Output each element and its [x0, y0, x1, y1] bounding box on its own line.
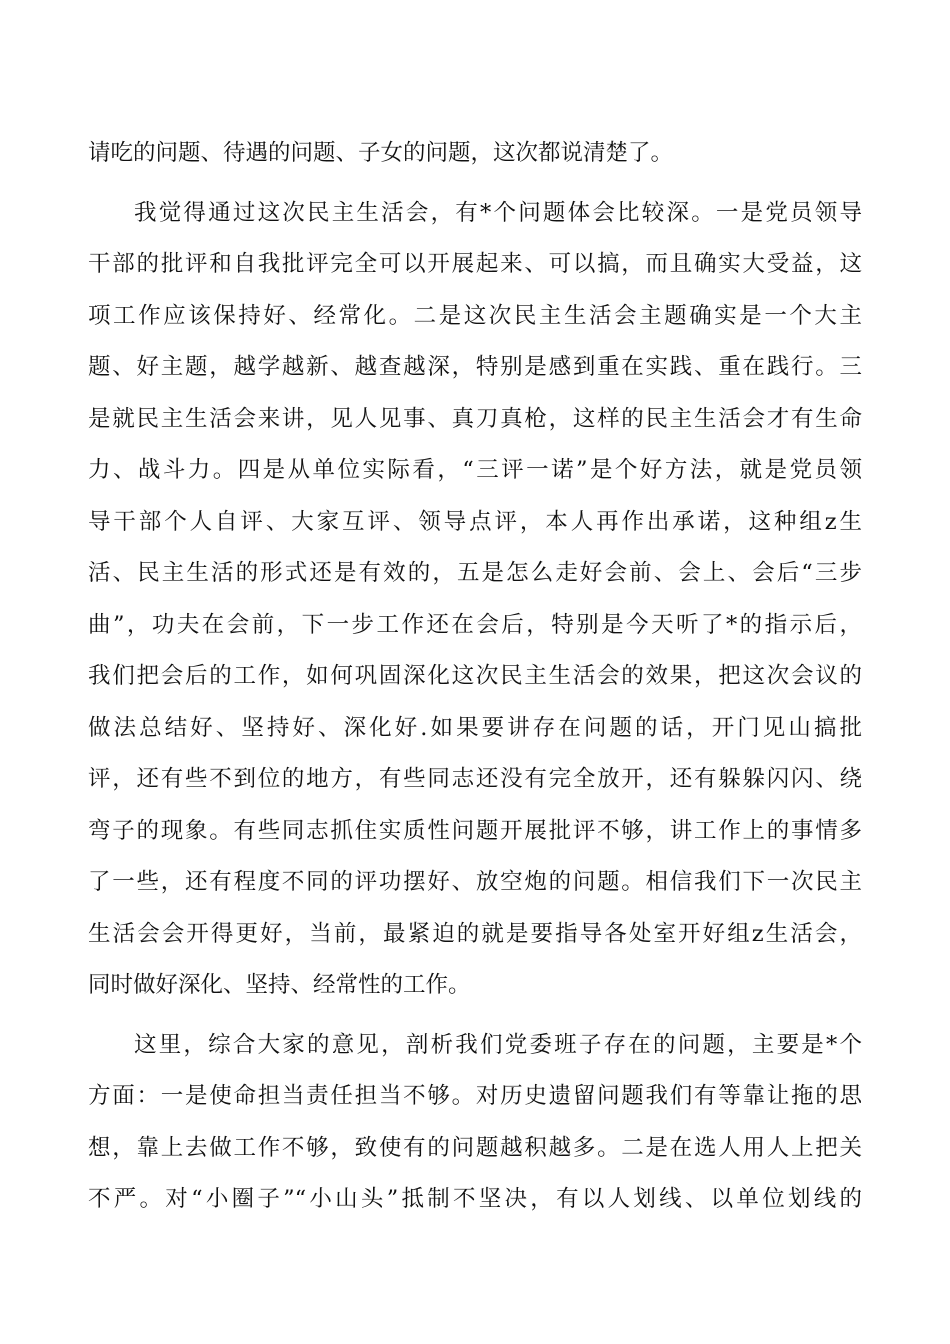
- text-line: 不严。对“小圈子”“小山头”抵制不坚决，有以人划线、以单位划线的: [88, 1186, 862, 1212]
- text-line: 做法总结好、坚持好、深化好.如果要讲存在问题的话，开门见山搞批: [88, 714, 862, 741]
- text-line: 这里，综合大家的意见，剖析我们党委班子存在的问题，主要是*个: [134, 1031, 862, 1058]
- document-body: [88, 128, 862, 1226]
- paragraph: [88, 128, 862, 180]
- paragraph-gap: [88, 180, 862, 188]
- paragraph: [88, 1020, 862, 1226]
- text-line: 我们把会后的工作，如何巩固深化这次民主生活会的效果，把这次会议的: [88, 663, 862, 689]
- text-line: 我觉得通过这次民主生活会，有*个问题体会比较深。一是党员领导: [134, 199, 862, 226]
- text-line: 曲”，功夫在会前，下一步工作还在会后，特别是今天听了*的指示后，: [88, 611, 862, 638]
- text-line: 方面：一是使命担当责任担当不够。对历史遗留问题我们有等靠让拖的思: [88, 1083, 862, 1109]
- text-line: 是就民主生活会来讲，见人见事、真刀真枪，这样的民主生活会才有生命: [88, 405, 862, 432]
- text-line: 导干部个人自评、大家互评、领导点评，本人再作出承诺，这种组z生: [88, 508, 862, 535]
- text-line: 活、民主生活的形式还是有效的，五是怎么走好会前、会上、会后“三步: [88, 560, 862, 586]
- paragraph-gap: [88, 1012, 862, 1020]
- paragraph: [88, 188, 862, 1012]
- text-line: 项工作应该保持好、经常化。二是这次民主生活会主题确实是一个大主: [88, 302, 862, 329]
- text-line: 题、好主题，越学越新、越查越深，特别是感到重在实践、重在践行。三: [88, 354, 862, 380]
- text-line: 评，还有些不到位的地方，有些同志还没有完全放开，还有躲躲闪闪、绕: [88, 766, 862, 792]
- text-line: 弯子的现象。有些同志抓住实质性问题开展批评不够，讲工作上的事情多: [88, 817, 862, 844]
- text-line: 生活会会开得更好，当前，最紧迫的就是要指导各处室开好组z生活会，: [88, 920, 862, 947]
- text-line: 请吃的问题、待遇的问题、子女的问题，这次都说清楚了。: [88, 140, 674, 166]
- text-line: 力、战斗力。四是从单位实际看，“三评一诺”是个好方法，就是党员领: [88, 457, 862, 483]
- text-line: 了一些，还有程度不同的评功摆好、放空炮的问题。相信我们下一次民主: [88, 869, 862, 895]
- text-line: 想，靠上去做工作不够，致使有的问题越积越多。二是在选人用人上把关: [88, 1134, 862, 1161]
- text-line: 干部的批评和自我批评完全可以开展起来、可以搞，而且确实大受益，这: [88, 251, 862, 277]
- text-line: 同时做好深化、坚持、经常性的工作。: [88, 972, 471, 998]
